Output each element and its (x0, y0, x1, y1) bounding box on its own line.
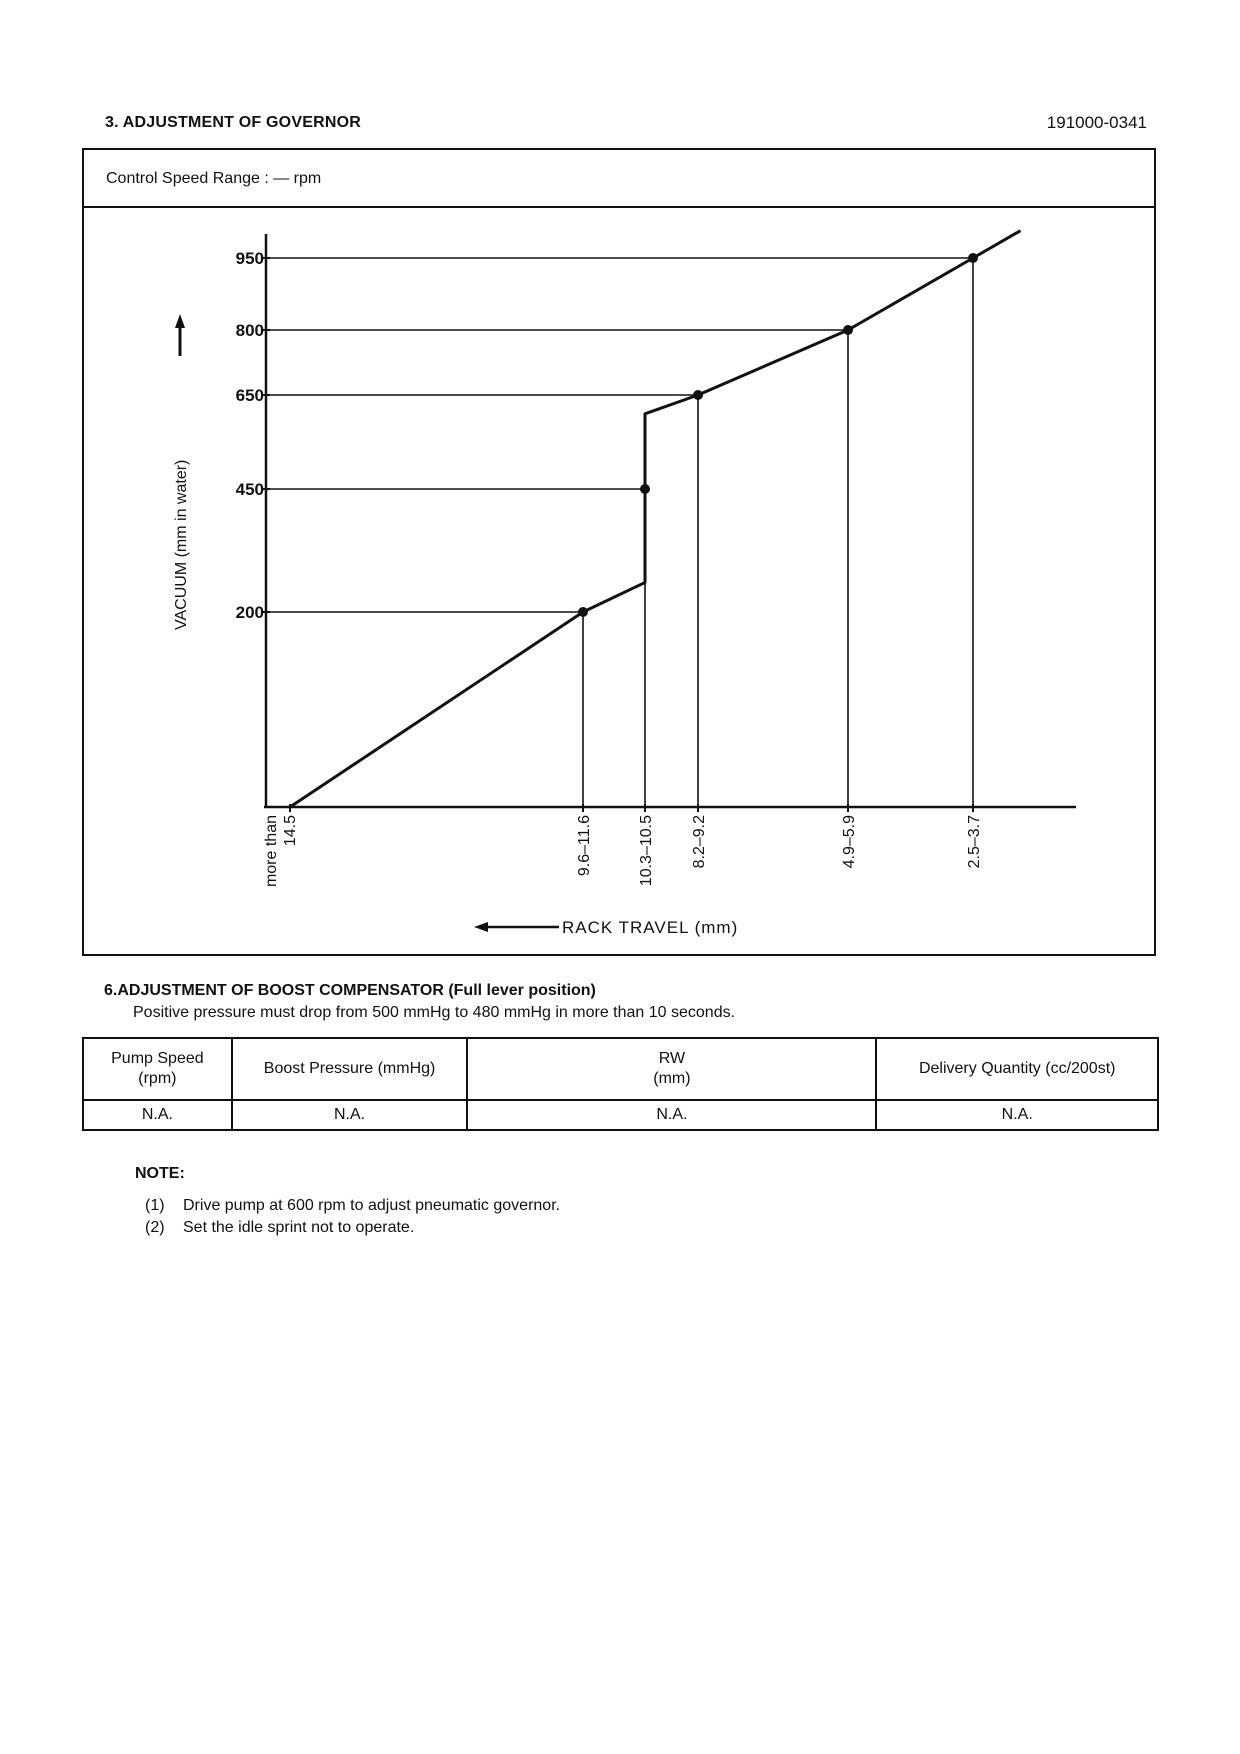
section3-heading: 3. ADJUSTMENT OF GOVERNOR (105, 114, 361, 131)
y-tick-label: 450 (235, 480, 264, 499)
section6-description: Positive pressure must drop from 500 mmHg to 480 mmHg in more than 10 seconds. (133, 1004, 736, 1021)
x-axis-arrow (474, 922, 559, 932)
header-boost-pressure: Boost Pressure (mmHg) (232, 1038, 468, 1100)
governor-chart (84, 150, 1154, 954)
list-item (145, 1217, 560, 1239)
cell-delivery-quantity: N.A. (876, 1100, 1158, 1130)
list-item (145, 1195, 560, 1217)
header-delivery-quantity: Delivery Quantity (cc/200st) (876, 1038, 1158, 1100)
boost-compensator-table (82, 1037, 1159, 1131)
note-title: NOTE: (135, 1165, 185, 1182)
series-line (290, 231, 1021, 807)
data-point (693, 390, 703, 400)
x-tick-label: 2.5–3.7 (966, 815, 983, 869)
data-point (578, 607, 588, 617)
table-row (83, 1100, 1158, 1130)
x-tick-label: 4.9–5.9 (841, 815, 858, 869)
cell-boost-pressure: N.A. (232, 1100, 468, 1130)
y-axis-label: VACUUM (mm in water) (173, 459, 190, 630)
cell-pump-speed: N.A. (83, 1100, 232, 1130)
governor-chart-box (82, 148, 1156, 956)
y-tick-label: 950 (235, 249, 264, 268)
data-point (968, 253, 978, 263)
x-tick-label (263, 815, 299, 887)
x-axis-label: RACK TRAVEL (mm) (562, 918, 739, 937)
table-header-row (83, 1038, 1158, 1100)
y-tick-label: 800 (235, 321, 264, 340)
header-rw: RW (mm) (467, 1038, 876, 1100)
document-number: 191000-0341 (1046, 113, 1147, 132)
note-text: Set the idle sprint not to operate. (183, 1219, 415, 1236)
cell-rw: N.A. (467, 1100, 876, 1130)
y-axis-arrow (175, 314, 185, 356)
note-text: Drive pump at 600 rpm to adjust pneumatic governor. (183, 1197, 561, 1214)
note-list (145, 1195, 560, 1239)
svg-text:more than: more than (263, 815, 280, 888)
data-point (640, 484, 650, 494)
x-tick-label: 10.3–10.5 (638, 815, 655, 887)
y-tick-label: 200 (235, 603, 264, 622)
note-number: (1) (145, 1197, 165, 1214)
header-pump-speed: Pump Speed (rpm) (83, 1038, 232, 1100)
note-number: (2) (145, 1219, 165, 1236)
x-tick-label: 8.2–9.2 (691, 815, 708, 869)
y-tick-label: 650 (235, 386, 264, 405)
x-tick-label: 9.6–11.6 (576, 815, 593, 877)
svg-text:14.5: 14.5 (282, 815, 299, 847)
data-point (843, 325, 853, 335)
control-speed-range: Control Speed Range : — rpm (106, 170, 322, 187)
section6-heading: 6.ADJUSTMENT OF BOOST COMPENSATOR (Full lever position) (104, 982, 596, 999)
